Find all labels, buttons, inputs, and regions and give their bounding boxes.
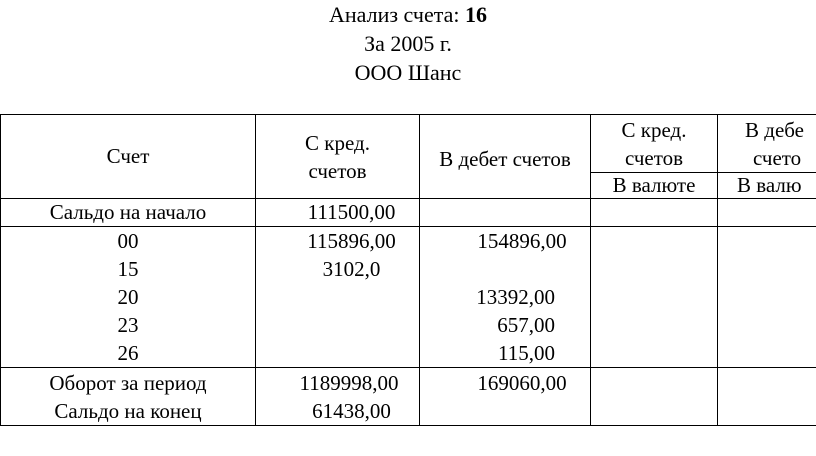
credit-value: 115896,00	[307, 229, 396, 253]
credit-currency-column	[591, 227, 718, 368]
opening-balance-credit-currency	[591, 199, 718, 227]
credit-value	[284, 339, 419, 367]
table-header-row	[1, 115, 816, 173]
closing-balance-label: Сальдо на конец	[54, 398, 202, 423]
totals-debit-currency	[718, 368, 816, 426]
title-prefix: Анализ счета:	[329, 2, 460, 27]
company-name: ООО Шанс	[354, 60, 462, 85]
totals-labels	[1, 368, 256, 426]
account-analysis-table	[0, 114, 816, 426]
opening-balance-row	[1, 199, 816, 227]
opening-balance-label: Сальдо на начало	[1, 199, 256, 227]
col-header-debit: В дебет счетов	[420, 115, 591, 199]
col-header-account: Счет	[1, 115, 256, 199]
turnover-label: Оборот за период	[49, 370, 207, 395]
account-code: 00	[117, 229, 139, 253]
account-code: 20	[117, 285, 139, 309]
col-header-credit-currency: С кред. счетов	[591, 115, 718, 173]
opening-balance-debit-currency	[718, 199, 816, 227]
account-code: 23	[117, 313, 139, 337]
debit-value: 115,00	[498, 341, 555, 365]
report-header	[0, 0, 816, 87]
account-code: 26	[117, 341, 139, 365]
col-header-currency-2: В валю	[718, 173, 816, 199]
debit-value	[454, 255, 590, 283]
col-header-debit-currency: В дебе счето	[718, 115, 816, 173]
debit-value: 154896,00	[477, 229, 567, 253]
debit-value: 13392,00	[476, 285, 555, 309]
report-period: За 2005 г.	[364, 31, 452, 56]
accounts-column	[1, 227, 256, 368]
accounts-row	[1, 227, 816, 368]
debit-value: 657,00	[497, 313, 555, 337]
col-header-currency-1: В валюте	[591, 173, 718, 199]
debit-column	[420, 227, 591, 368]
closing-balance-debit	[454, 397, 590, 425]
credit-value	[284, 283, 419, 311]
opening-balance-credit: 111500,00	[256, 199, 420, 227]
turnover-credit: 1189998,00	[299, 370, 399, 395]
debit-currency-column	[718, 227, 816, 368]
account-number: 16	[464, 2, 487, 27]
col-header-credit: С кред. счетов	[256, 115, 420, 199]
totals-debit	[420, 368, 591, 426]
totals-credit-currency	[591, 368, 718, 426]
totals-credit	[256, 368, 420, 426]
opening-balance-debit	[420, 199, 591, 227]
report-title	[0, 0, 816, 29]
credit-value: 3102,0	[322, 257, 381, 281]
account-code: 15	[117, 257, 139, 281]
credit-column	[256, 227, 420, 368]
closing-balance-credit: 61438,00	[312, 398, 391, 423]
turnover-debit: 169060,00	[477, 370, 567, 395]
credit-value	[284, 311, 419, 339]
totals-row	[1, 368, 816, 426]
